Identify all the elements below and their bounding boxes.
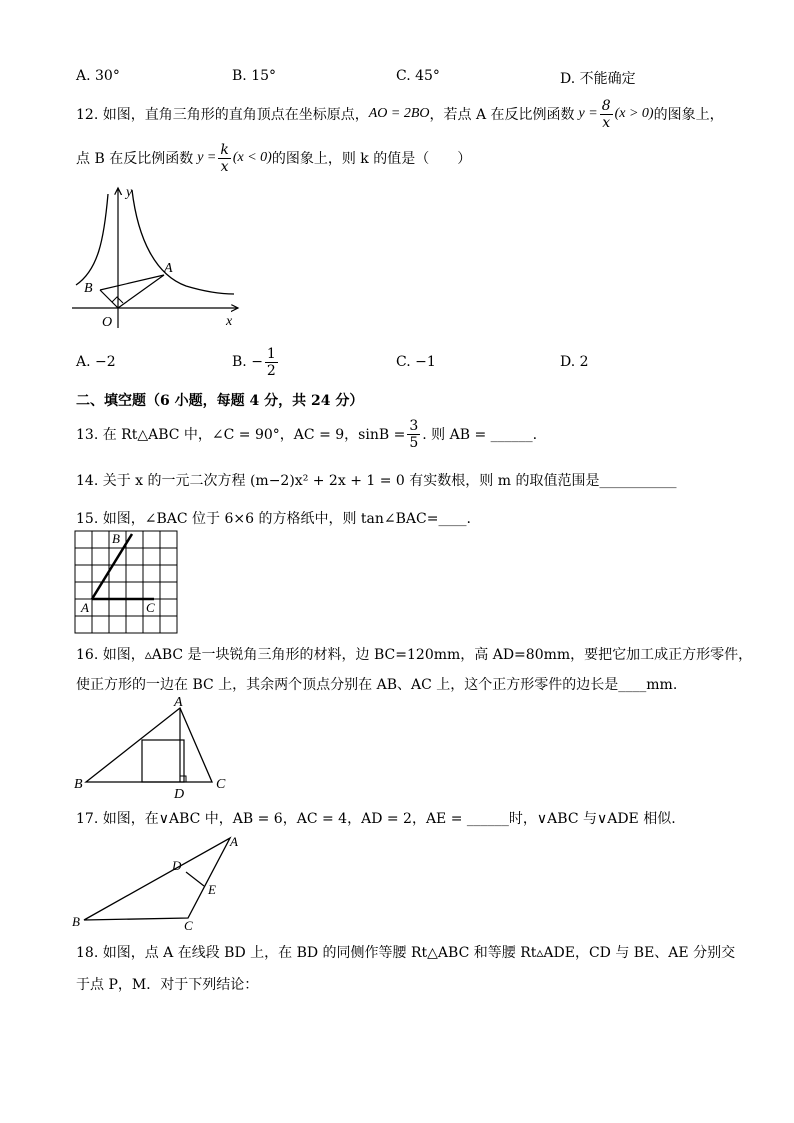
- q12-text2: ，若点 A 在反比例函数: [429, 107, 575, 123]
- label-b: B: [112, 531, 120, 546]
- label-c: C: [184, 918, 193, 932]
- q12-option-b: B. − $\frac{1}{2}$: [232, 345, 276, 379]
- triangle-abc: [84, 838, 230, 920]
- q14: 14. 关于 x 的一元二次方程 (m−2)x² + 2x + 1 = 0 有实数根，则 m 的取值范围是___________: [76, 473, 677, 489]
- label-a: A: [230, 834, 238, 849]
- q15-figure: [74, 530, 180, 636]
- q11-option-d: D. 不能确定: [560, 71, 636, 87]
- q15: 15. 如图，∠BAC 位于 6×6 的方格纸中，则 tan∠BAC=____.: [76, 511, 471, 527]
- curve-negative-branch: [76, 194, 108, 285]
- q12-text1: 12. 如图，直角三角形的直角顶点在坐标原点，: [76, 107, 369, 123]
- section-heading: 二、填空题（6 小题，每题 4 分，共 24 分）: [76, 393, 364, 409]
- segment-de: [186, 872, 204, 886]
- q16-line1: 16. 如图，▵ABC 是一块锐角三角形的材料，边 BC=120mm，高 AD=80mm，要把它加工成正方形零件，: [76, 647, 753, 663]
- q12-func2-domain: (x < 0): [232, 150, 272, 165]
- label-b: B: [72, 914, 80, 929]
- q12-figure: [66, 180, 252, 330]
- right-angle-mark: [180, 776, 186, 782]
- label-d: D: [172, 858, 182, 873]
- square: [142, 740, 184, 782]
- q17: 17. 如图，在∨ABC 中，AB = 6，AC = 4，AD = 2，AE = ______时，∨ABC 与∨ADE 相似.: [76, 811, 676, 827]
- q16-figure: [70, 694, 240, 804]
- q12-condition: AO = 2BO: [368, 106, 430, 121]
- label-b: B: [74, 777, 83, 792]
- triangle-abc: [86, 708, 212, 782]
- label-b: B: [84, 281, 93, 296]
- q17-figure: [66, 830, 252, 932]
- q12-option-c: C. −1: [396, 354, 436, 370]
- q12-func1-domain: (x > 0): [614, 106, 654, 121]
- q11-option-a: A. 30°: [76, 68, 120, 84]
- q12-func1-y: y =: [578, 106, 598, 121]
- q12-line2: [76, 140, 471, 176]
- q12-option-a: A. −2: [76, 354, 116, 370]
- label-c: C: [146, 600, 155, 615]
- label-d: D: [174, 787, 185, 802]
- label-e: E: [208, 882, 216, 897]
- q12-text4: 点 B 在反比例函数: [76, 151, 194, 167]
- q18-line1: 18. 如图，点 A 在线段 BD 上，在 BD 的同侧作等腰 Rt△ABC 和等腰 Rt▵ADE，CD 与 BE、AE 分别交: [76, 945, 736, 961]
- label-y: y: [126, 185, 133, 200]
- q11-option-c: C. 45°: [396, 68, 440, 84]
- label-x: x: [226, 314, 233, 329]
- label-a: A: [81, 600, 89, 615]
- q12-func2-y: y =: [197, 150, 217, 165]
- q12-line1: [76, 96, 724, 132]
- q12-func1-fraction: $\frac{8}{x}$: [601, 97, 611, 131]
- q11-option-b: B. 15°: [232, 68, 277, 84]
- q12-option-b-fraction: $\frac{1}{2}$: [266, 345, 276, 379]
- q12-func2-fraction: $\frac{k}{x}$: [220, 141, 229, 175]
- q12-text3: 的图象上，: [653, 107, 724, 123]
- q13-fraction: $\frac{3}{5}$: [409, 417, 419, 451]
- q16-line2: 使正方形的一边在 BC 上，其余两个顶点分别在 AB、AC 上，这个正方形零件的边长是____mm.: [76, 677, 678, 693]
- q12-text5: 的图象上，则 k 的值是（ ）: [271, 151, 472, 167]
- label-a: A: [164, 261, 173, 276]
- label-o: O: [102, 315, 113, 330]
- q12-option-d: D. 2: [560, 354, 589, 370]
- q18-line2: 于点 P，M．对于下列结论：: [76, 977, 259, 993]
- q13: 13. 在 Rt△ABC 中，∠C = 90°，AC = 9，sinB = $\frac{3}{5}$ . 则 AB = ______.: [76, 417, 538, 451]
- label-c: C: [216, 777, 226, 792]
- label-a: A: [174, 695, 183, 710]
